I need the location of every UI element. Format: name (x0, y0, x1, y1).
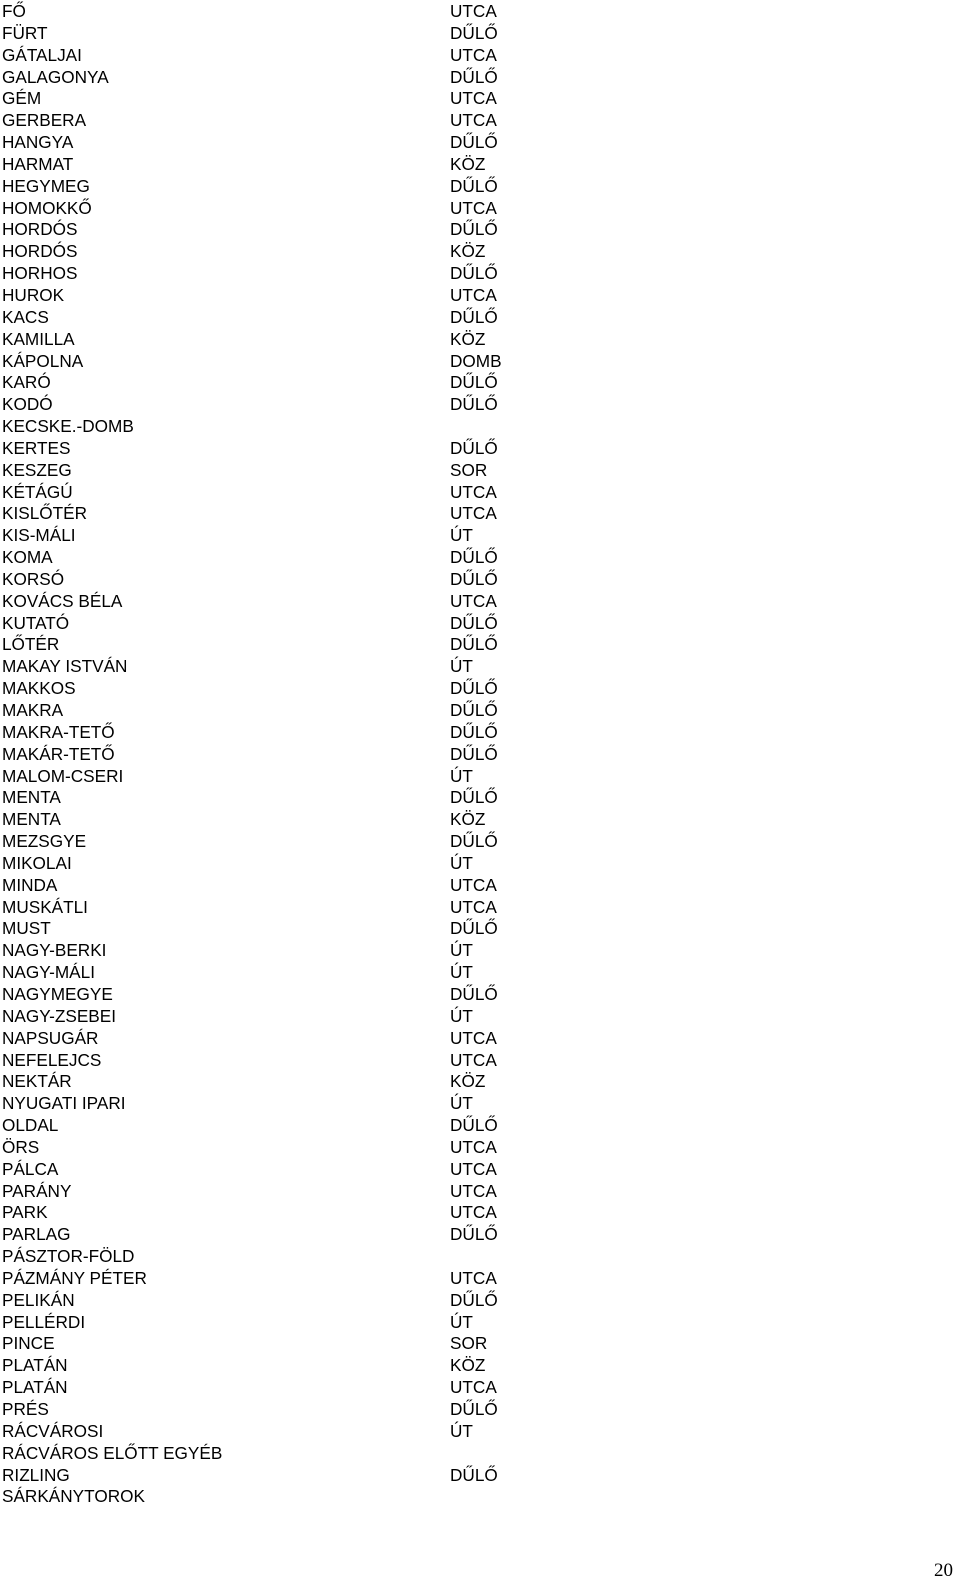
street-type: DŰLŐ (450, 743, 498, 764)
street-name: NAPSUGÁR (2, 1027, 99, 1048)
street-type: KÖZ (450, 153, 486, 174)
street-name: MAKKOS (2, 678, 76, 699)
street-name: KOMA (2, 547, 53, 568)
street-name: MIKOLAI (2, 852, 72, 873)
street-name: HORHOS (2, 263, 78, 284)
street-type: DŰLŐ (450, 132, 498, 153)
street-name: MAKRA (2, 700, 64, 720)
street-type: UTCA (450, 1049, 497, 1070)
street-type: DŰLŐ (450, 1115, 498, 1136)
street-name: PARLAG (2, 1224, 71, 1245)
street-name: MUSKÁTLI (2, 896, 88, 917)
street-type: DŰLŐ (450, 700, 498, 720)
street-name: KERTES (2, 437, 71, 458)
street-name: MUST (2, 918, 51, 939)
street-name: GERBERA (2, 110, 87, 131)
street-type: UTCA (450, 1136, 497, 1157)
street-type: UTCA (450, 1202, 497, 1223)
street-type: DŰLŐ (450, 1224, 498, 1245)
street-type: UTCA (450, 1158, 497, 1179)
street-type: UTCA (450, 481, 497, 502)
street-type: ÚT (450, 656, 473, 677)
street-name: GÉM (2, 88, 42, 109)
street-name: PINCE (2, 1333, 55, 1354)
street-name: RÁCVÁROSI (2, 1420, 104, 1441)
street-name: KORSÓ (2, 568, 65, 589)
street-name: NAGYMEGYE (2, 983, 113, 1004)
street-name: NAGY-MÁLI (2, 962, 95, 983)
street-name: HORDÓS (2, 241, 78, 262)
street-type: UTCA (450, 44, 497, 65)
street-name: KUTATÓ (2, 612, 70, 633)
street-type: UTCA (450, 284, 497, 305)
street-name: PÁLCA (2, 1158, 59, 1179)
street-name: MAKRA-TETŐ (2, 721, 115, 742)
street-name: MAKÁR-TETŐ (2, 743, 115, 764)
street-name: NAGY-ZSEBEI (2, 1005, 116, 1026)
street-name: KAMILLA (2, 328, 75, 349)
street-type: DŰLŐ (450, 918, 498, 939)
street-type: DŰLŐ (450, 219, 498, 240)
street-name: GALAGONYA (2, 66, 109, 87)
street-type: ÚT (450, 525, 473, 546)
street-type: ÚT (450, 1311, 473, 1332)
street-name: MEZSGYE (2, 831, 87, 852)
street-name: OLDAL (2, 1115, 59, 1136)
page-number: 20 (934, 1560, 953, 1581)
street-type: DŰLŐ (450, 263, 498, 284)
street-type: KÖZ (450, 1355, 486, 1376)
street-name: NEFELEJCS (2, 1049, 102, 1070)
street-name: HOMOKKŐ (2, 197, 92, 218)
street-name: NEKTÁR (2, 1071, 72, 1092)
street-name: NAGY-BERKI (2, 940, 107, 961)
street-name: SÁRKÁNYTOROK (2, 1486, 145, 1507)
street-name: HORDÓS (2, 219, 78, 240)
street-name: RÁCVÁROS ELŐTT EGYÉB (2, 1442, 223, 1463)
street-name: MENTA (2, 809, 61, 830)
street-type: DŰLŐ (450, 634, 498, 655)
street-type: UTCA (450, 1377, 497, 1398)
street-type: UTCA (450, 197, 497, 218)
street-type: ÚT (450, 962, 473, 983)
street-type: ÚT (450, 1420, 473, 1441)
street-name: LŐTÉR (2, 634, 60, 655)
street-name: KIS-MÁLI (2, 525, 76, 546)
street-type: KÖZ (450, 1071, 486, 1092)
street-name: KISLŐTÉR (2, 503, 88, 524)
street-type: UTCA (450, 110, 497, 131)
street-type: UTCA (450, 88, 497, 109)
street-name: PRÉS (2, 1399, 49, 1419)
street-type: DŰLŐ (450, 568, 498, 589)
street-name: KECSKE.-DOMB (2, 416, 134, 437)
street-type: UTCA (450, 1267, 497, 1288)
street-type: KÖZ (450, 328, 486, 349)
street-type: SOR (450, 1333, 488, 1354)
street-type: UTCA (450, 503, 497, 524)
street-type (450, 416, 502, 438)
street-type (450, 1443, 502, 1465)
street-type: DŰLŐ (450, 22, 498, 43)
street-type: ÚT (450, 1005, 473, 1026)
street-name: KODÓ (2, 394, 53, 415)
street-name: MALOM-CSERI (2, 765, 124, 786)
street-name: KARÓ (2, 372, 51, 393)
street-type: DŰLŐ (450, 612, 498, 633)
street-type: DŰLŐ (450, 437, 498, 458)
street-name: KACS (2, 306, 49, 327)
street-type: UTCA (450, 896, 497, 917)
street-name: KOVÁCS BÉLA (2, 590, 123, 611)
street-type: DŰLŐ (450, 394, 498, 415)
street-name: PLATÁN (2, 1355, 68, 1376)
street-name: RIZLING (2, 1464, 70, 1485)
street-name: PÁSZTOR-FÖLD (2, 1246, 135, 1267)
street-type-column (450, 1, 502, 1508)
street-type: ÚT (450, 852, 473, 873)
street-type: UTCA (450, 1027, 497, 1048)
street-name: PELLÉRDI (2, 1311, 86, 1332)
street-type: DOMB (450, 350, 502, 371)
street-type: SOR (450, 459, 488, 480)
street-name: KÁPOLNA (2, 350, 84, 371)
street-name: HUROK (2, 284, 65, 305)
street-name: MAKAY ISTVÁN (2, 656, 128, 677)
street-name: HEGYMEG (2, 175, 90, 196)
street-type: UTCA (450, 874, 497, 895)
street-name: PARÁNY (2, 1180, 72, 1201)
street-type: DŰLŐ (450, 547, 498, 568)
street-name: HANGYA (2, 132, 74, 153)
street-type: DŰLŐ (450, 831, 498, 852)
street-name: HARMAT (2, 153, 74, 174)
street-name: PELIKÁN (2, 1289, 75, 1310)
street-type: UTCA (450, 1, 497, 21)
street-type: KÖZ (450, 809, 486, 830)
street-type: DŰLŐ (450, 983, 498, 1004)
street-type (450, 1486, 502, 1508)
street-type: DŰLŐ (450, 678, 498, 699)
street-name: KESZEG (2, 459, 72, 480)
street-type: KÖZ (450, 241, 486, 262)
street-type: DŰLŐ (450, 306, 498, 327)
street-name: GÁTALJAI (2, 44, 82, 65)
street-name: ÖRS (2, 1136, 40, 1157)
street-type: DŰLŐ (450, 175, 498, 196)
street-type: DŰLŐ (450, 66, 498, 87)
street-type (450, 1246, 502, 1268)
street-name: FŐ (2, 1, 26, 21)
street-name-column (2, 1, 222, 1508)
street-type: ÚT (450, 765, 473, 786)
street-name: FÜRT (2, 22, 48, 43)
street-name: PARK (2, 1202, 48, 1223)
street-type: UTCA (450, 590, 497, 611)
street-name: KÉTÁGÚ (2, 481, 73, 502)
street-type: DŰLŐ (450, 721, 498, 742)
street-name: PÁZMÁNY PÉTER (2, 1267, 147, 1288)
street-type: DŰLŐ (450, 1289, 498, 1310)
street-name: MINDA (2, 874, 58, 895)
street-name: PLATÁN (2, 1377, 68, 1398)
street-name: MENTA (2, 787, 61, 808)
street-type: DŰLŐ (450, 1399, 498, 1419)
street-type: ÚT (450, 940, 473, 961)
street-type: UTCA (450, 1180, 497, 1201)
street-type: DŰLŐ (450, 1464, 498, 1485)
street-name: NYUGATI IPARI (2, 1093, 126, 1114)
street-type: DŰLŐ (450, 787, 498, 808)
street-type: DŰLŐ (450, 372, 498, 393)
street-type: ÚT (450, 1093, 473, 1114)
